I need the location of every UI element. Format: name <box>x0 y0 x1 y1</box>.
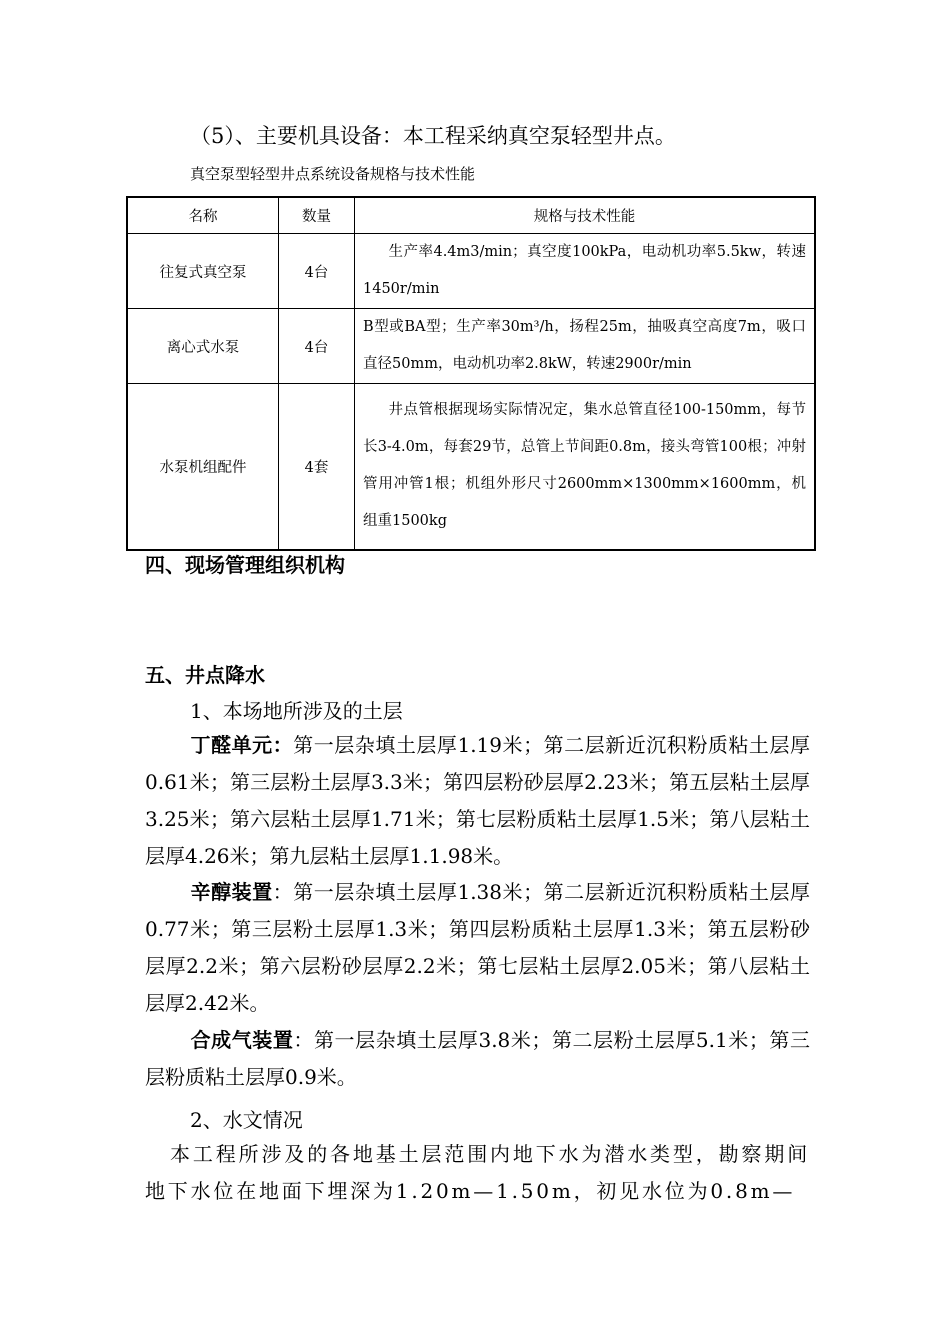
table-row <box>127 234 815 309</box>
paragraph-label: 合成气装置 <box>190 1028 294 1052</box>
table-caption: 真空泵型轻型井点系统设备规格与技术性能 <box>190 165 476 183</box>
paragraph-butyraldehyde-unit <box>145 727 810 875</box>
paragraph-octanol-unit <box>145 874 810 1022</box>
subsection-soil-layers: 1、本场地所涉及的土层 <box>190 699 403 723</box>
paragraph-text: ：第一层杂填土层厚3.8米；第二层粉土层厚5.1米；第三层粉质粘土层厚0.9米。 <box>145 1028 810 1089</box>
table-row <box>127 309 815 384</box>
cell-spec-text: 井点管根据现场实际情况定，集水总管直径100-150mm，每节长3-4.0m，每套29节，总管上节间距0.8m，接头弯管100根；冲射管用冲管1根；机组外形尺寸2600mm×1300mm×1600mm，机组重1500kg <box>363 402 806 530</box>
subsection-hydrology: 2、水文情况 <box>190 1108 303 1132</box>
paragraph-text: 第一层杂填土层厚1.19米；第二层新近沉积粉质粘土层厚0.61米；第三层粉土层厚3.3米；第四层粉砂层厚2.23米；第五层粘土层厚3.25米；第六层粘土层厚1.71米；第七层粉质粘土层厚1.5米；第八层粘土层厚4.26米；第九层粘土层厚1.1.98米。 <box>145 733 811 868</box>
cell-quantity: 4套 <box>279 384 355 550</box>
paragraph-text: ：第一层杂填土层厚1.38米；第二层新近沉积粉质粘土层厚0.77米；第三层粉土层厚1.3米；第四层粉质粘土层厚1.3米；第五层粉砂层厚2.2米；第六层粉砂层厚2.2米；第七层粘土层厚2.05米；第八层粘土层厚2.42米。 <box>145 880 811 1015</box>
paragraph-groundwater <box>145 1136 810 1210</box>
paragraph-text: 本工程所涉及的各地基土层范围内地下水为潜水类型，勘察期间地下水位在地面下埋深为1.20m—1.50m，初见水位为0.8m— <box>145 1142 810 1203</box>
equipment-spec-table <box>126 196 816 551</box>
column-header-name: 名称 <box>127 197 279 234</box>
table-row <box>127 384 815 550</box>
paragraph-syngas-unit <box>145 1022 810 1096</box>
column-header-quantity: 数量 <box>279 197 355 234</box>
column-header-spec: 规格与技术性能 <box>355 197 816 234</box>
cell-quantity: 4台 <box>279 234 355 309</box>
section-4-title: 四、现场管理组织机构 <box>145 553 345 577</box>
cell-name: 水泵机组配件 <box>127 384 279 550</box>
cell-spec <box>355 384 816 550</box>
paragraph-label: 辛醇装置 <box>190 880 273 904</box>
cell-name: 往复式真空泵 <box>127 234 279 309</box>
equipment-heading: （5）、主要机具设备：本工程采纳真空泵轻型井点。 <box>190 124 676 148</box>
section-5-title: 五、井点降水 <box>145 663 265 687</box>
cell-spec: B型或BA型；生产率30m³/h，扬程25m，抽吸真空高度7m，吸口直径50mm，电动机功率2.8kW，转速2900r/min <box>355 309 816 384</box>
table-header-row <box>127 197 815 234</box>
paragraph-label: 丁醛单元： <box>190 733 294 757</box>
cell-quantity: 4台 <box>279 309 355 384</box>
cell-spec-text: 生产率4.4m3/min；真空度100kPa，电动机功率5.5kw，转速1450r/min <box>363 244 806 297</box>
cell-spec <box>355 234 816 309</box>
cell-name: 离心式水泵 <box>127 309 279 384</box>
